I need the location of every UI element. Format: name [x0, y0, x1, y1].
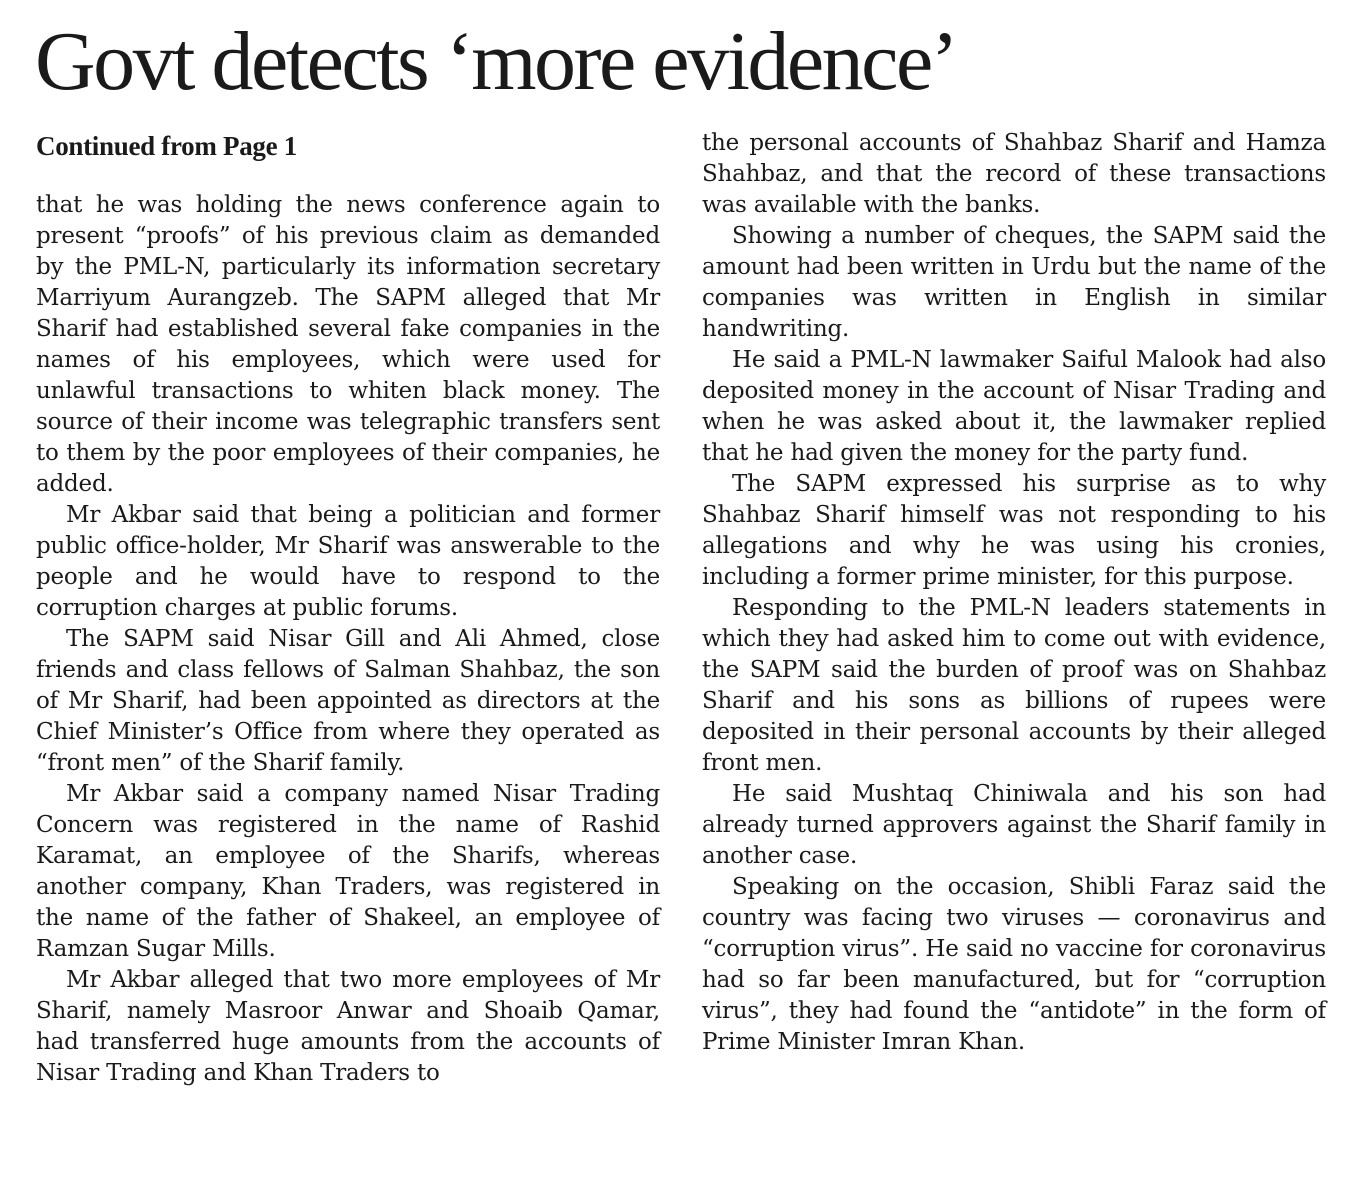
right-column [702, 128, 1326, 1058]
paragraph: the personal accounts of Shahbaz Sharif and Hamza Shahbaz, and that the record of these transactions was available with the banks. [702, 130, 1326, 218]
paragraph: The SAPM said Nisar Gill and Ali Ahmed, close friends and class fellows of Salman Shahbaz, the son of Mr Sharif, had been appointed as directors at the Chief Minister’s Office from where they operated as “front men” of the Sharif family. [36, 626, 660, 776]
paragraph: The SAPM expressed his surprise as to why Shahbaz Sharif himself was not responding to his allegations and why he was using his cronies, including a former prime minister, for this purpose. [702, 471, 1326, 590]
paragraph: Showing a number of cheques, the SAPM said the amount had been written in Urdu but the name of the companies was written in English in similar handwriting. [702, 223, 1326, 342]
paragraph: that he was holding the news conference again to present “proofs” of his previous claim as demanded by the PML-N, particularly its information secretary Marriyum Aurangzeb. The SAPM alleged that Mr Sharif had established several fake companies in the names of his employees, which were used for unlawful transactions to whiten black money. The source of their income was telegraphic transfers sent to them by the poor employees of their companies, he added. [36, 192, 660, 497]
paragraph: Mr Akbar said a company named Nisar Trading Concern was registered in the name of Rashid Karamat, an employee of the Sharifs, whereas another company, Khan Traders, was registered in the name of the father of Shakeel, an employee of Ramzan Sugar Mills. [36, 781, 660, 962]
paragraph: He said a PML-N lawmaker Saiful Malook had also deposited money in the account of Nisar Trading and when he was asked about it, the lawmaker replied that he had given the money for the party fund. [702, 347, 1326, 466]
headline: Govt detects ‘more evidence’ [35, 15, 957, 108]
paragraph: Speaking on the occasion, Shibli Faraz said the country was facing two viruses — coronavirus and “corruption virus”. He said no vaccine for coronavirus had so far been manufactured, but for “corruption virus”, they had found the “antidote” in the form of Prime Minister Imran Khan. [702, 874, 1326, 1055]
left-column [36, 128, 660, 1089]
paragraph: Mr Akbar alleged that two more employees of Mr Sharif, namely Masroor Anwar and Shoaib Qamar, had transferred huge amounts from the accounts of Nisar Trading and Khan Traders to [36, 967, 660, 1086]
paragraph: He said Mushtaq Chiniwala and his son had already turned approvers against the Sharif family in another case. [702, 781, 1326, 869]
continued-from-label: Continued from Page 1 [36, 131, 297, 161]
paragraph: Responding to the PML-N leaders statements in which they had asked him to come out with evidence, the SAPM said the burden of proof was on Shahbaz Sharif and his sons as billions of rupees were deposited in their personal accounts by their alleged front men. [702, 595, 1326, 776]
paragraph: Mr Akbar said that being a politician and former public office-holder, Mr Sharif was answerable to the people and he would have to respond to the corruption charges at public forums. [36, 502, 660, 621]
